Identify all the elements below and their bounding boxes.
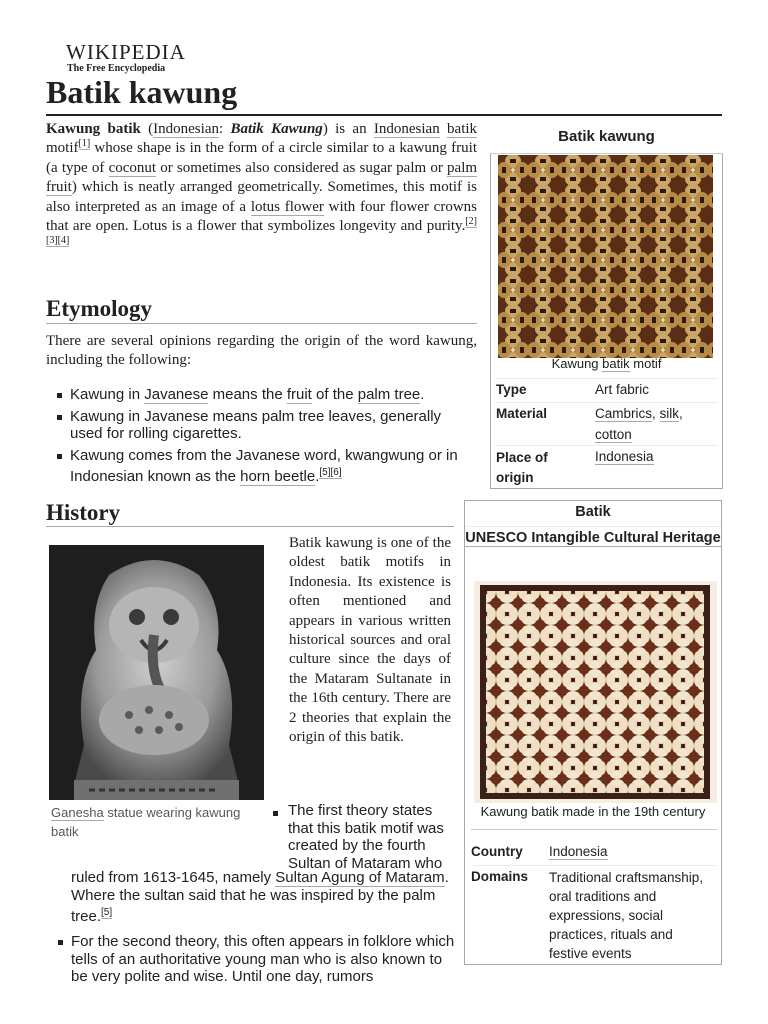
history-divider: [46, 526, 454, 527]
link-palm-tree[interactable]: palm tree: [357, 386, 421, 403]
kawung-motif-image[interactable]: [498, 155, 713, 358]
type-value: Art fabric: [595, 382, 650, 397]
infobox-row-type: [496, 378, 718, 403]
link-cotton[interactable]: cotton: [595, 427, 632, 442]
link-indonesia-2[interactable]: Indonesia: [549, 844, 608, 859]
ganesha-statue-illustration: [49, 545, 264, 800]
link-lotus-flower[interactable]: lotus flower: [250, 198, 324, 215]
infobox-subtitle: [465, 526, 721, 548]
link-ganesha[interactable]: Ganesha: [51, 805, 104, 820]
link-cambrics[interactable]: Cambrics: [595, 406, 653, 421]
page-title: Batik kawung: [46, 74, 238, 110]
lead-paragraph: Kawung batik (Indonesian: Batik Kawung) is an Indonesian batik motif[1] whose shape is in the form of a circle similar to a kawung fruit (a type of coconut or sometimes also considered as sugar palm or palm fruit) which is neatly arranged geometrically. Sometimes, this motif is also interpreted as an image of a lotus flower with four flower crowns that are open. Lotus is a flower that symbolizes longevity and purity.[2][3][4]: [46, 121, 478, 247]
material-value: Cambrics, silk, cotton: [595, 406, 683, 442]
infobox-unesco-batik: [464, 500, 722, 965]
etymology-list: [46, 386, 476, 490]
infobox-caption: Kawung batik made in the 19th century: [480, 804, 706, 819]
infobox-caption: Kawung batik motif: [551, 356, 662, 371]
link-silk[interactable]: silk: [659, 406, 680, 421]
infobox-title: Batik: [575, 504, 611, 520]
list-item: Kawung in Javanese means palm tree leaves, generally used for rolling cigarettes.: [46, 408, 476, 443]
title-divider: [46, 114, 722, 116]
etymology-heading: Etymology: [46, 296, 153, 321]
domains-value: Traditional craftsmanship, oral traditions and expressions, social practices, rituals and festive events: [549, 870, 704, 961]
kawung-pattern: [498, 155, 713, 358]
link-unesco-heritage[interactable]: UNESCO Intangible Cultural Heritage: [465, 530, 721, 546]
link-javanese[interactable]: Javanese: [144, 386, 209, 403]
infobox-title: Batik kawung: [558, 128, 655, 145]
ref-5[interactable]: [5]: [101, 907, 113, 919]
link-palm-fruit[interactable]: palm fruit: [46, 159, 478, 196]
history-list: [47, 933, 462, 990]
refs-2-3-4[interactable]: [2][3][4]: [46, 216, 477, 247]
link-batik-caption[interactable]: batik: [602, 356, 630, 371]
ganesha-statue-image[interactable]: [49, 545, 264, 800]
wikipedia-tagline: The Free Encyclopedia: [67, 63, 166, 74]
theory1-continuation: ruled from 1613-1645, namely Sultan Agung of Mataram. Where the sultan said that he was inspired by the palm tree.[5]: [71, 869, 449, 926]
origin-value: [595, 446, 717, 467]
link-indonesian-language[interactable]: Indonesian: [153, 121, 219, 137]
history-paragraph: Batik kawung is one of the oldest batik motifs in Indonesia. Its existence is often mentioned and appears in various written historical sources and oral culture since the days of the Mataram Sultanate in the 16th century. There are 2 theories that explain the origin of this batik.: [289, 535, 451, 746]
etymology-intro: There are several opinions regarding the origin of the word kawung, including the following:: [46, 333, 477, 369]
domains-label: Domains: [471, 869, 529, 884]
theory1-item: The first theory states that this batik motif was created by the fourth Sultan of Mataram who: [288, 802, 444, 872]
ganesha-image-caption: Ganesha statue wearing kawung batik: [51, 805, 241, 839]
link-indonesian[interactable]: Indonesian: [373, 121, 440, 137]
link-coconut[interactable]: coconut: [108, 159, 157, 176]
list-item: For the second theory, this often appears in folklore which tells of an authoritative young man who is also known to be very polite and wise. Until one day, rumors: [47, 933, 462, 986]
etymology-divider: [46, 323, 477, 324]
infobox-row-material: [496, 402, 718, 445]
history-heading: History: [46, 500, 121, 525]
list-item: Kawung in Javanese means the fruit of the palm tree.: [46, 386, 476, 404]
wikipedia-wordmark[interactable]: WIKIPEDIA: [66, 40, 186, 64]
list-item: Kawung comes from the Javanese word, kwangwung or in Indonesian known as the horn beetle.[5][6]: [46, 447, 476, 486]
link-sultan-agung[interactable]: Sultan Agung of Mataram: [275, 869, 445, 886]
link-fruit[interactable]: fruit: [286, 386, 312, 403]
infobox-row-domains: [471, 865, 717, 964]
link-batik[interactable]: batik: [447, 121, 478, 137]
infobox-row-origin: [496, 445, 718, 488]
link-horn-beetle[interactable]: horn beetle: [240, 468, 316, 486]
infobox-batik-kawung: [490, 125, 723, 487]
link-indonesia[interactable]: Indonesia: [595, 449, 654, 464]
ref-1[interactable]: [1]: [78, 138, 91, 150]
caption-divider: [471, 829, 717, 830]
infobox-row-country: [471, 841, 717, 865]
country-label: Country: [471, 844, 523, 859]
batik-cloth-pattern: [474, 581, 717, 803]
batik-19th-century-image[interactable]: [474, 581, 717, 803]
material-label: Material: [496, 406, 548, 421]
origin-label: Place of origin: [496, 450, 548, 485]
refs-5-6[interactable]: [5][6]: [319, 467, 342, 479]
country-value: [549, 841, 715, 862]
type-label: Type: [496, 382, 527, 397]
lead-term: Kawung batik: [46, 121, 141, 137]
lead-local-name: Batik Kawung: [230, 121, 323, 137]
